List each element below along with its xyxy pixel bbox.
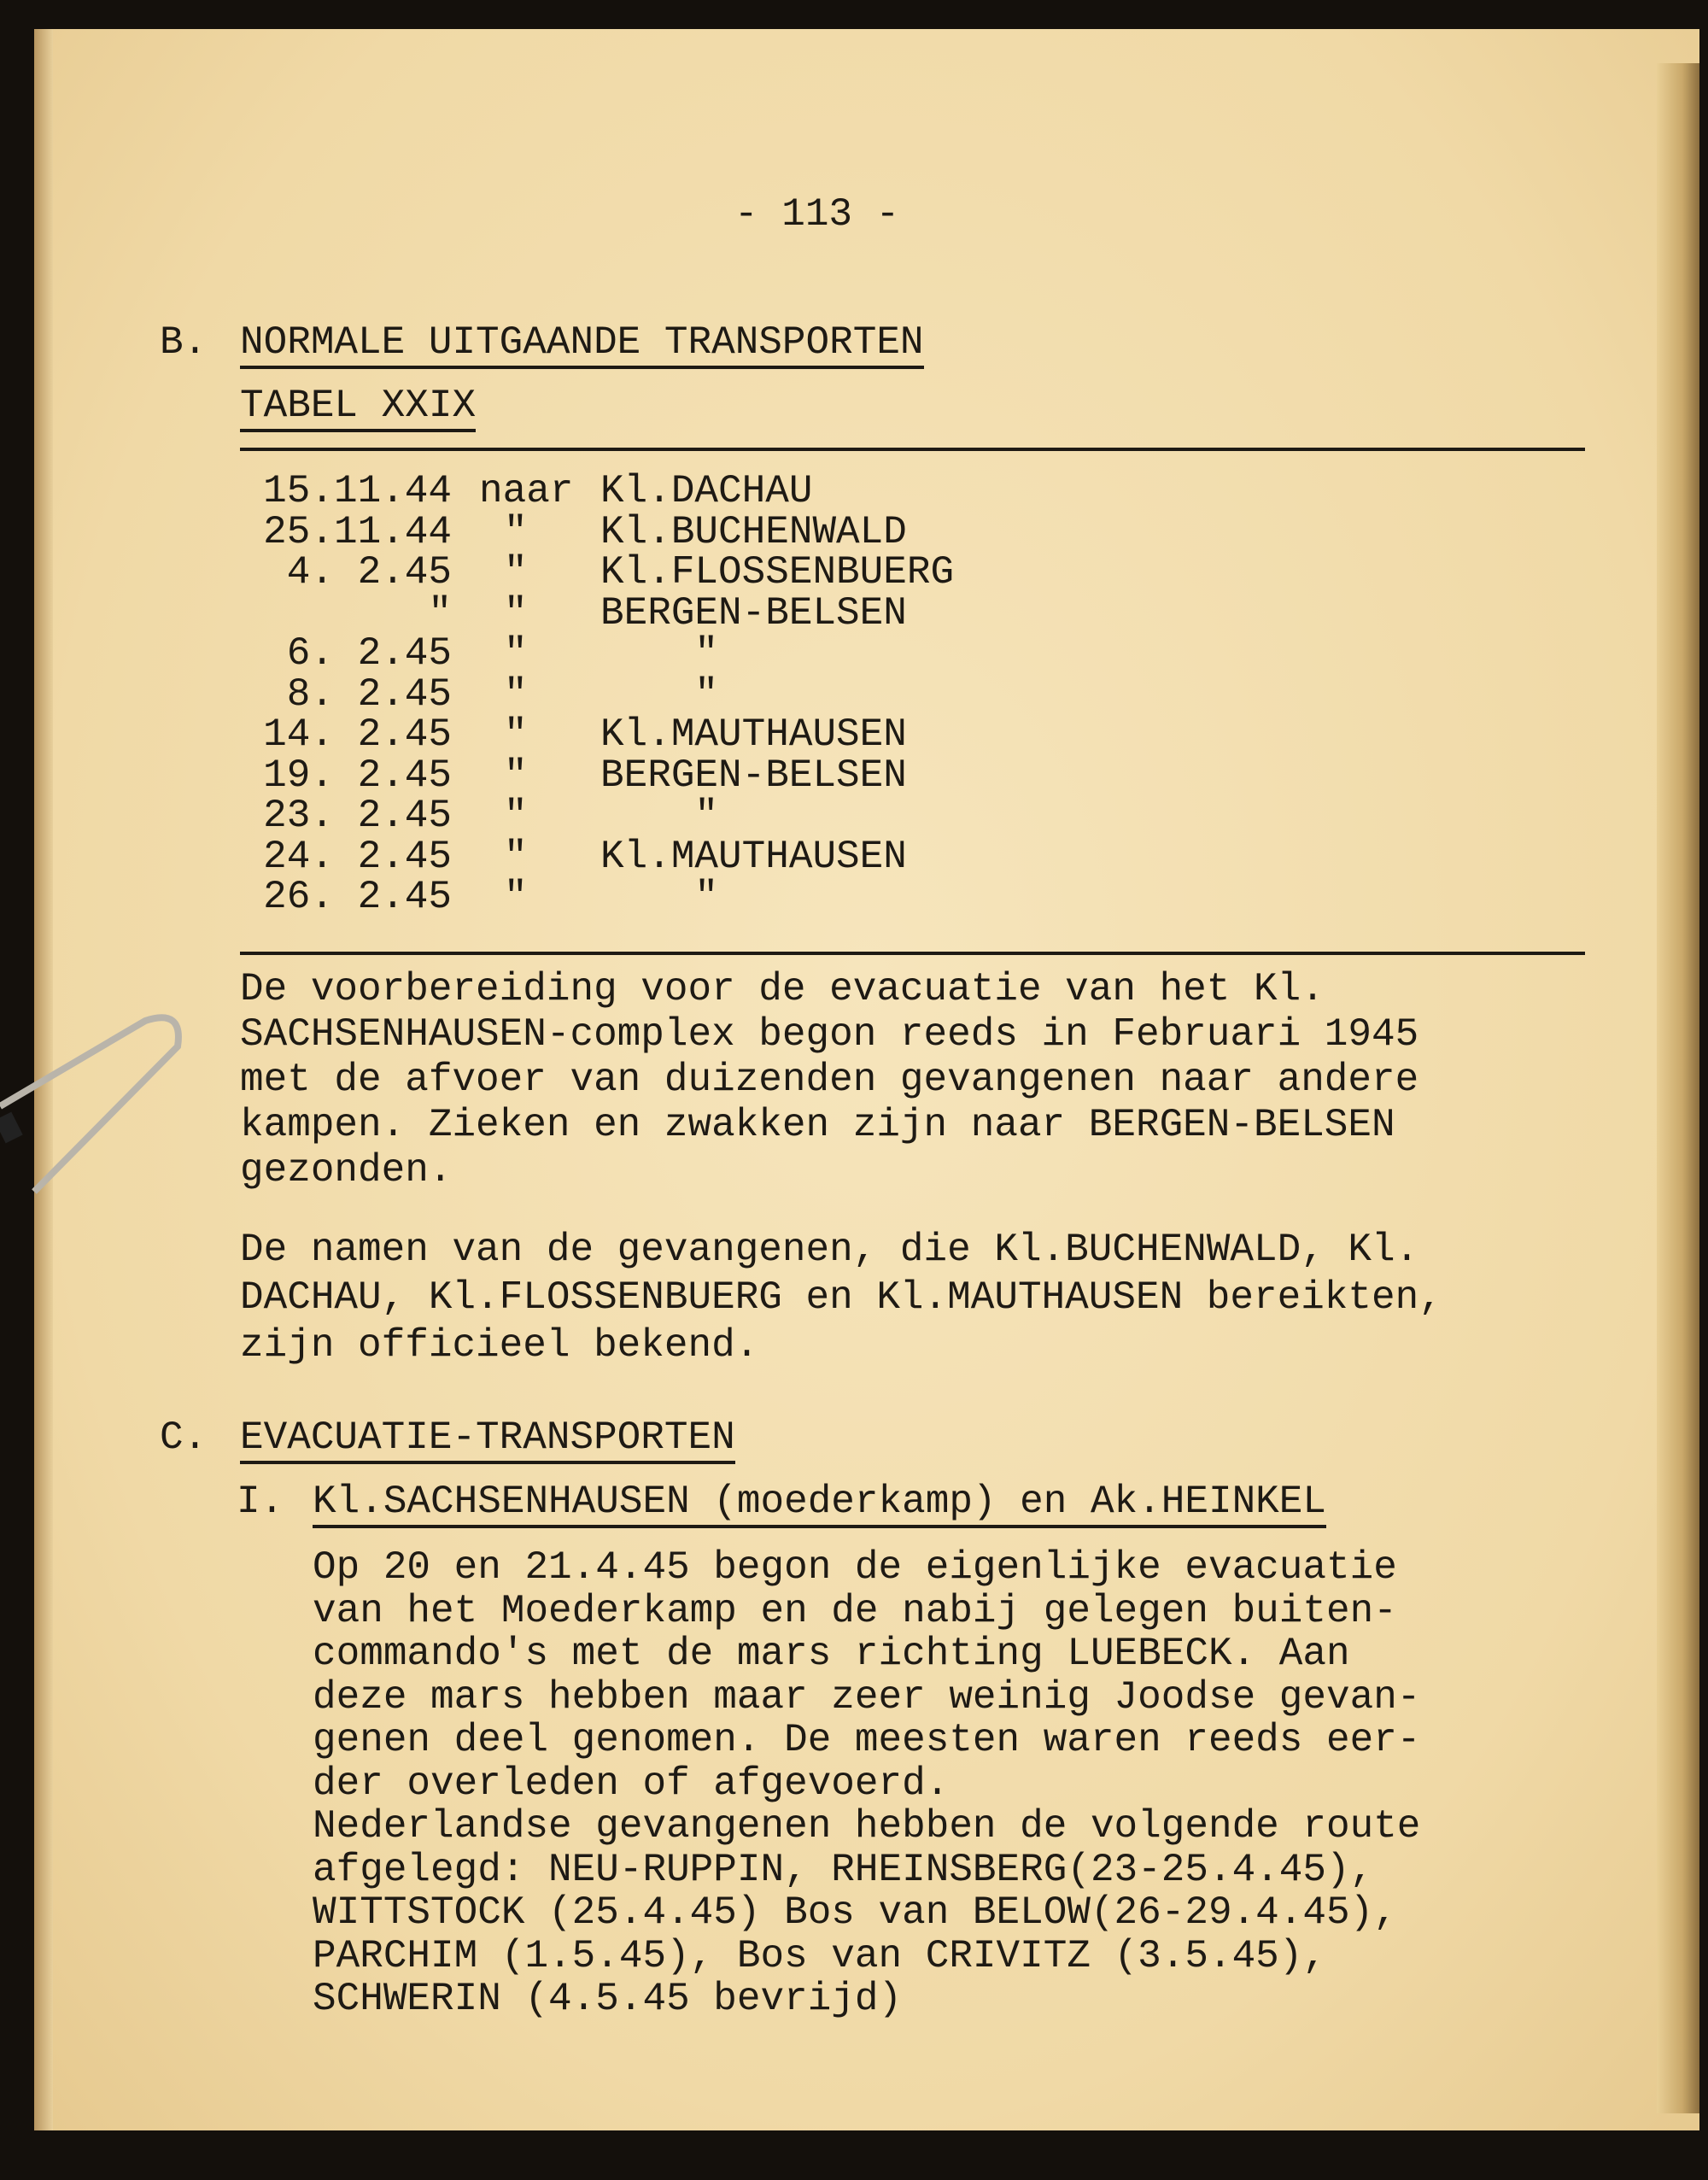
text-line: der overleden of afgevoerd. (313, 1761, 950, 1806)
row-direction: " (504, 550, 528, 595)
row-destination: " (600, 794, 719, 838)
table-row (0, 796, 1110, 836)
text-line: De voorbereiding voor de evacuatie van het Kl. (240, 967, 1325, 1011)
row-destination: Kl.MAUTHAUSEN (600, 712, 907, 757)
row-date: 19. 2.45 (263, 753, 452, 798)
transport-table (0, 469, 1196, 924)
page-number: - 113 - (734, 192, 900, 237)
table-row (0, 509, 1110, 554)
table-row (0, 671, 1110, 717)
table-title: TABEL XXIX (240, 386, 476, 432)
text-line: SCHWERIN (4.5.45 bevrijd) (313, 1977, 903, 2021)
text-line: met de afvoer van duizenden gevangenen naar andere (240, 1058, 1419, 1102)
row-destination: " (600, 875, 719, 919)
table-row (0, 469, 1110, 513)
row-date: 23. 2.45 (263, 794, 452, 838)
text-line: Op 20 en 21.4.45 begon de eigenlijke evacuatie (313, 1545, 1397, 1590)
row-date: 24. 2.45 (263, 834, 452, 879)
row-date: 6. 2.45 (286, 631, 452, 676)
text-line: kampen. Zieken en zwakken zijn naar BERGEN-BELSEN (240, 1103, 1395, 1147)
section-c-letter: C. (160, 1415, 208, 1460)
table-row (0, 550, 1110, 595)
row-date: 25.11.44 (263, 509, 452, 554)
row-date: 15.11.44 (263, 469, 452, 513)
subsection-number: I. (237, 1480, 284, 1524)
row-date: 4. 2.45 (286, 550, 452, 595)
text-line: gezonden. (240, 1148, 453, 1193)
row-direction: " (504, 590, 528, 636)
text-line: WITTSTOCK (25.4.45) Bos van BELOW(26-29.4.45), (313, 1890, 1397, 1935)
text-line: deze mars hebben maar zeer weinig Joodse gevan- (313, 1674, 1421, 1720)
text-line: De namen van de gevangenen, die Kl.BUCHENWALD, Kl. (240, 1228, 1419, 1272)
row-direction: " (504, 794, 528, 838)
text-line: SACHSENHAUSEN-complex begon reeds in Februari 1945 (240, 1012, 1419, 1057)
table-top-rule (240, 448, 1585, 451)
table-row (0, 631, 1110, 676)
page-edge (1657, 63, 1699, 2113)
row-destination: BERGEN-BELSEN (600, 590, 907, 636)
row-direction: " (504, 631, 528, 676)
table-bottom-rule (240, 952, 1585, 955)
row-date: " (428, 590, 452, 636)
row-destination: Kl.BUCHENWALD (600, 509, 907, 554)
row-destination: Kl.DACHAU (600, 469, 813, 513)
row-destination: Kl.FLOSSENBUERG (600, 550, 955, 595)
text-line: PARCHIM (1.5.45), Bos van CRIVITZ (3.5.45), (313, 1933, 1326, 1978)
text-line: commando's met de mars richting LUEBECK. Aan (313, 1632, 1350, 1676)
row-destination: " (600, 671, 719, 717)
table-row (0, 877, 1110, 917)
row-direction: " (504, 875, 528, 919)
table-row (0, 590, 1110, 636)
row-destination: BERGEN-BELSEN (600, 753, 907, 798)
table-row (0, 753, 1110, 798)
row-date: 8. 2.45 (286, 671, 452, 717)
section-b-letter: B. (160, 320, 208, 365)
text-line: afgelegd: NEU-RUPPIN, RHEINSBERG(23-25.4.45), (313, 1847, 1374, 1892)
text-line: DACHAU, Kl.FLOSSENBUERG en Kl.MAUTHAUSEN bereikten, (240, 1275, 1442, 1320)
text-line: genen deel genomen. De meesten waren reeds eer- (313, 1718, 1421, 1762)
text-line: Nederlandse gevangenen hebben de volgende route (313, 1804, 1421, 1849)
row-destination: Kl.MAUTHAUSEN (600, 834, 907, 879)
section-c-title: EVACUATIE-TRANSPORTEN (240, 1418, 735, 1464)
row-date: 14. 2.45 (263, 712, 452, 757)
text-line: zijn officieel bekend. (240, 1323, 759, 1368)
text-line: van het Moederkamp en de nabij gelegen buiten- (313, 1588, 1397, 1633)
row-direction: " (504, 712, 528, 757)
row-direction: " (504, 509, 528, 554)
subsection-title: Kl.SACHSENHAUSEN (moederkamp) en Ak.HEINKEL (313, 1482, 1326, 1528)
row-direction: naar (479, 469, 574, 513)
table-row (0, 834, 1110, 879)
row-direction: " (504, 671, 528, 717)
table-row (0, 712, 1110, 757)
paperclip-icon (0, 935, 188, 1209)
row-direction: " (504, 753, 528, 798)
row-direction: " (504, 834, 528, 879)
row-date: 26. 2.45 (263, 875, 452, 919)
section-b-title: NORMALE UITGAANDE TRANSPORTEN (240, 323, 924, 369)
row-destination: " (600, 631, 719, 676)
